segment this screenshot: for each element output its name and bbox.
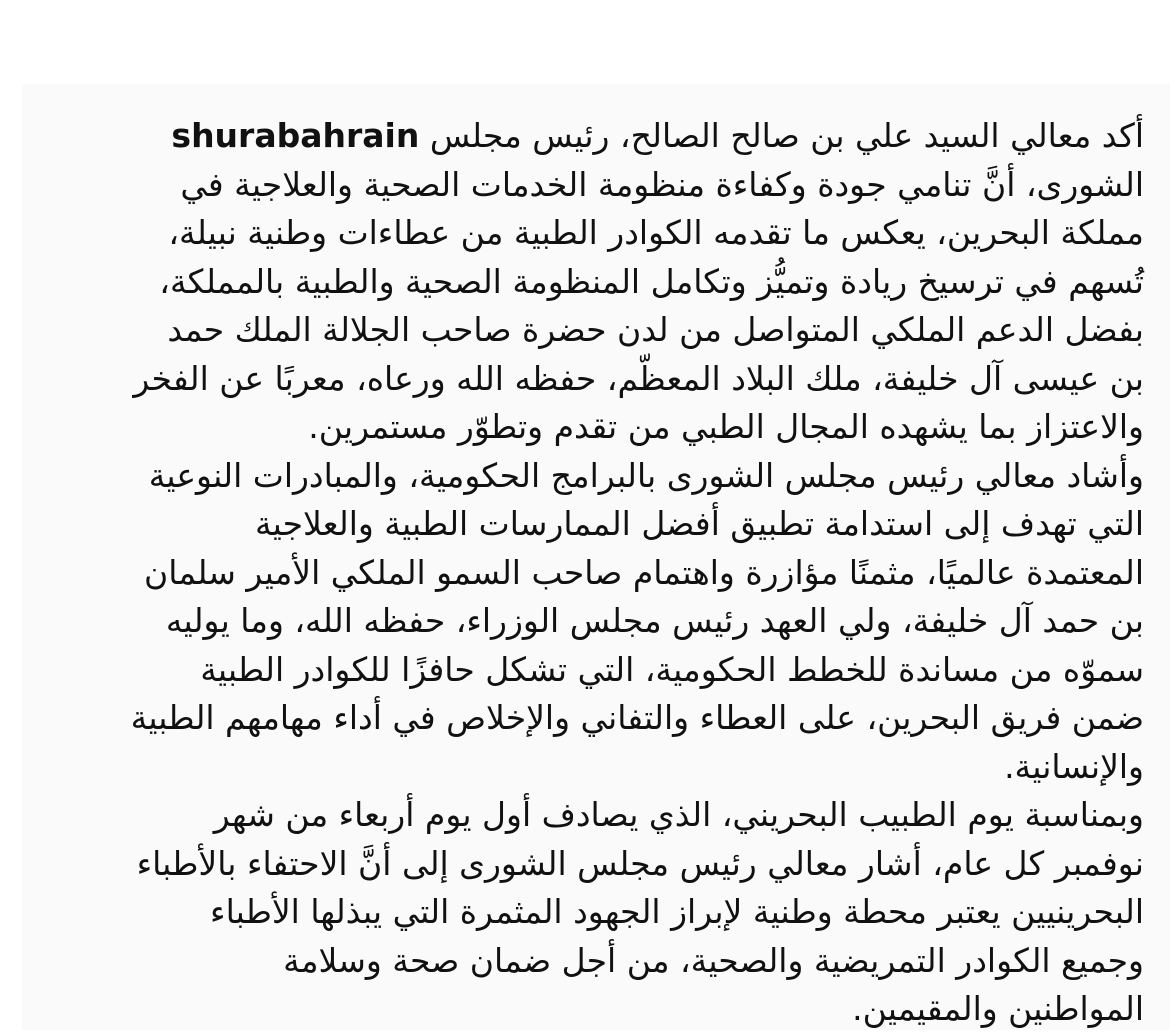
caption-paragraph-1 xyxy=(58,112,1144,452)
caption-line: وجميع الكوادر التمريضية والصحية، من أجل ضمان صحة وسلامة xyxy=(283,940,1144,980)
caption-paragraph-2 xyxy=(58,452,1144,792)
post-caption xyxy=(58,112,1144,1034)
caption-line: بن حمد آل خليفة، ولي العهد رئيس مجلس الوزراء، حفظه الله، وما يوليه xyxy=(165,601,1144,640)
top-blank-area xyxy=(0,0,1170,84)
caption-line: سموّه من مساندة للخطط الحكومية، التي تشكل حافزًا للكوادر الطبية xyxy=(200,649,1144,689)
caption-line: ضمن فريق البحرين، على العطاء والتفاني والإخلاص في أداء مهامهم الطبية xyxy=(130,698,1144,737)
caption-line: والاعتزاز بما يشهده المجال الطبي من تقدم وتطوّر مستمرين. xyxy=(308,407,1144,446)
caption-line: المعتمدة عالميًا، مثمنًا مؤازرة واهتمام صاحب السمو الملكي الأمير سلمان xyxy=(143,552,1144,592)
caption-paragraph-3 xyxy=(58,791,1144,1034)
caption-line: التي تهدف إلى استدامة تطبيق أفضل الممارسات الطبية والعلاجية xyxy=(254,504,1144,543)
caption-line: مملكة البحرين، يعكس ما تقدمه الكوادر الطبية من عطاءات وطنية نبيلة، xyxy=(168,213,1144,252)
caption-line: بن عيسى آل خليفة، ملك البلاد المعظّم، حفظه الله ورعاه، معربًا عن الفخر xyxy=(133,358,1144,398)
caption-line xyxy=(58,112,1144,161)
caption-line: بفضل الدعم الملكي المتواصل من لدن حضرة صاحب الجلالة الملك حمد xyxy=(167,310,1144,349)
caption-line: البحرينيين يعتبر محطة وطنية لإبراز الجهود المثمرة التي يبذلها الأطباء xyxy=(210,892,1144,931)
caption-line: المواطنين والمقيمين. xyxy=(852,989,1144,1028)
caption-line: وأشاد معالي رئيس مجلس الشورى بالبرامج الحكومية، والمبادرات النوعية xyxy=(148,455,1144,495)
caption-line: تُسهم في ترسيخ ريادة وتميُّز وتكامل المنظومة الصحية والطبية بالمملكة، xyxy=(159,261,1144,301)
caption-line: والإنسانية. xyxy=(1004,746,1144,786)
caption-line: الشورى، أنَّ تنامي جودة وكفاءة منظومة الخدمات الصحية والعلاجية في xyxy=(180,164,1144,204)
caption-line: نوفمبر كل عام، أشار معالي رئيس مجلس الشورى إلى أنَّ الاحتفاء بالأطباء xyxy=(136,843,1144,883)
caption-line: وبمناسبة يوم الطبيب البحريني، الذي يصادف أول يوم أربعاء من شهر xyxy=(213,795,1144,834)
username-link[interactable]: shurabahrain xyxy=(171,116,420,155)
caption-line-text: أكد معالي السيد علي بن صالح الصالح، رئيس مجلس xyxy=(429,116,1144,155)
